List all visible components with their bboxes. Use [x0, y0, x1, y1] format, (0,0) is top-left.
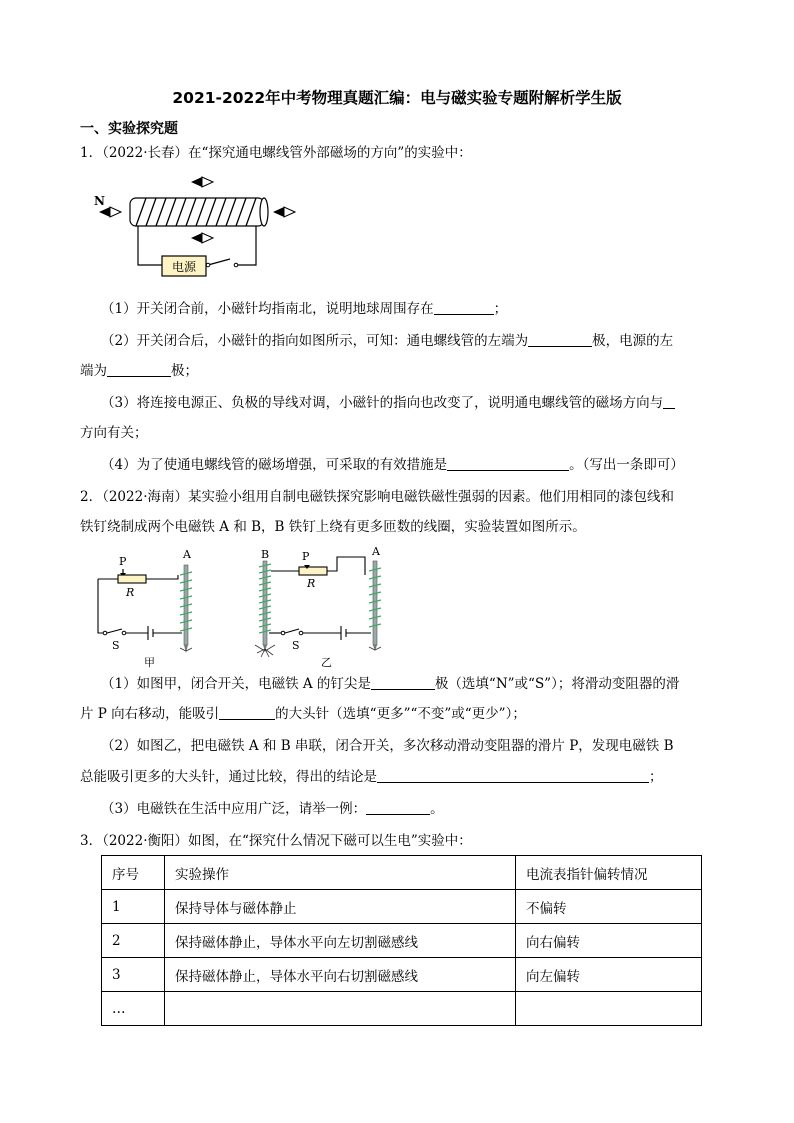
table-cell: [165, 992, 516, 1026]
solenoid: [130, 198, 268, 226]
q2-blank-1[interactable]: [371, 675, 435, 690]
table-row: [102, 924, 702, 958]
svg-text:P: P: [302, 550, 310, 563]
table-cell: 保持导体与磁体静止: [165, 890, 516, 924]
q2-blank-2[interactable]: [219, 705, 275, 720]
table-cell: 2: [102, 924, 165, 958]
q2-part3: （3）电磁铁在生活中应用广泛，请举一例： 。: [101, 801, 444, 817]
table-cell: [516, 992, 702, 1026]
table-cell: …: [102, 992, 165, 1026]
q3-experiment-table: [101, 855, 702, 1026]
q1-part2: （2）开关闭合后，小磁针的指向如图所示，可知：通电螺线管的左端为 极，电源的左: [101, 333, 674, 349]
q3-stem: 3．（2022·衡阳）如图，在“探究什么情况下磁可以生电”实验中：: [80, 833, 472, 849]
q2-stem-line2: 铁钉绕制成两个电磁铁 A 和 B，B 铁钉上绕有更多匝数的线圈，实验装置如图所示。: [80, 519, 586, 535]
q2-figure-yi: [245, 545, 395, 670]
compass-needle-left: [99, 207, 121, 217]
table-cell: 向左偏转: [516, 958, 702, 992]
compass-needle-top: [191, 177, 213, 187]
q1-blank-4[interactable]: [663, 394, 675, 409]
q1-part4: （4）为了使通电螺线管的磁场增强，可采取的有效措施是 。（写出一条即可）: [101, 457, 684, 473]
q2-part1-cont: 片 P 向右移动，能吸引 的大头针（选填“更多”“不变”或“更少”）；: [80, 706, 526, 722]
svg-text:S: S: [292, 639, 300, 652]
q1-part3: （3）将连接电源正、负极的导线对调，小磁针的指向也改变了，说明通电螺线管的磁场方向与: [101, 393, 675, 413]
section-heading: 一、实验探究题: [80, 121, 178, 137]
q2-part1: （1）如图甲，闭合开关，电磁铁 A 的钉尖是 极（选填“N”或“S”）；将滑动变阻器的滑: [101, 676, 680, 692]
table-cell: 保持磁体静止，导体水平向左切割磁感线: [165, 924, 516, 958]
compass-needle-bottom: [191, 233, 213, 243]
svg-text:R: R: [307, 577, 316, 590]
q2-blank-4[interactable]: [366, 800, 430, 815]
table-header-cell: 序号: [102, 856, 165, 890]
svg-text:A: A: [372, 545, 380, 558]
q1-solenoid-figure: [90, 172, 305, 292]
q1-part2-cont: 端为 极；: [80, 363, 198, 379]
table-header-cell: 电流表指针偏转情况: [516, 856, 702, 890]
table-cell: 保持磁体静止，导体水平向右切割磁感线: [165, 958, 516, 992]
q2-figure-jia: [90, 545, 210, 670]
table-cell: 不偏转: [516, 890, 702, 924]
q1-blank-5[interactable]: [447, 456, 569, 471]
svg-text:S: S: [112, 639, 120, 652]
q1-blank-3[interactable]: [107, 362, 171, 377]
q2-part2-cont: 总能吸引更多的大头针，通过比较，得出的结论是 ；: [80, 769, 663, 785]
document-title: 2021-2022年中考物理真题汇编：电与磁实验专题附解析学生版: [172, 89, 622, 107]
n-pole-label: N: [94, 194, 105, 208]
q2-blank-3[interactable]: [377, 768, 649, 783]
q1-part3-cont: 方向有关；: [80, 425, 148, 441]
table-cell: 1: [102, 890, 165, 924]
table-header-cell: 实验操作: [165, 856, 516, 890]
svg-text:A: A: [183, 548, 191, 561]
svg-text:R: R: [126, 586, 135, 599]
compass-needle-right: [273, 207, 295, 217]
table-row: [102, 958, 702, 992]
q2-stem-line1: 2．（2022·海南）某实验小组用自制电磁铁探究影响电磁铁磁性强弱的因素。他们用相同的漆包线和: [80, 489, 674, 505]
table-cell: 3: [102, 958, 165, 992]
svg-text:甲: 甲: [144, 656, 155, 669]
svg-text:P: P: [119, 555, 127, 568]
table-row: [102, 890, 702, 924]
q1-stem: 1．（2022·长春）在“探究通电螺线管外部磁场的方向”的实验中：: [80, 145, 472, 161]
q2-part2: （2）如图乙，把电磁铁 A 和 B 串联，闭合开关，多次移动滑动变阻器的滑片 P，发现电磁铁 B: [101, 738, 674, 754]
q1-part1: （1）开关闭合前，小磁针均指南北，说明地球周围存在 ；: [101, 301, 508, 317]
table-cell: 向右偏转: [516, 924, 702, 958]
svg-text:B: B: [261, 548, 270, 561]
q1-blank-2[interactable]: [528, 332, 592, 347]
svg-text:乙: 乙: [321, 656, 332, 669]
table-header-row: [102, 856, 702, 890]
q1-blank-1[interactable]: [434, 300, 494, 315]
table-row: [102, 992, 702, 1026]
power-supply-label: 电源: [171, 260, 197, 274]
